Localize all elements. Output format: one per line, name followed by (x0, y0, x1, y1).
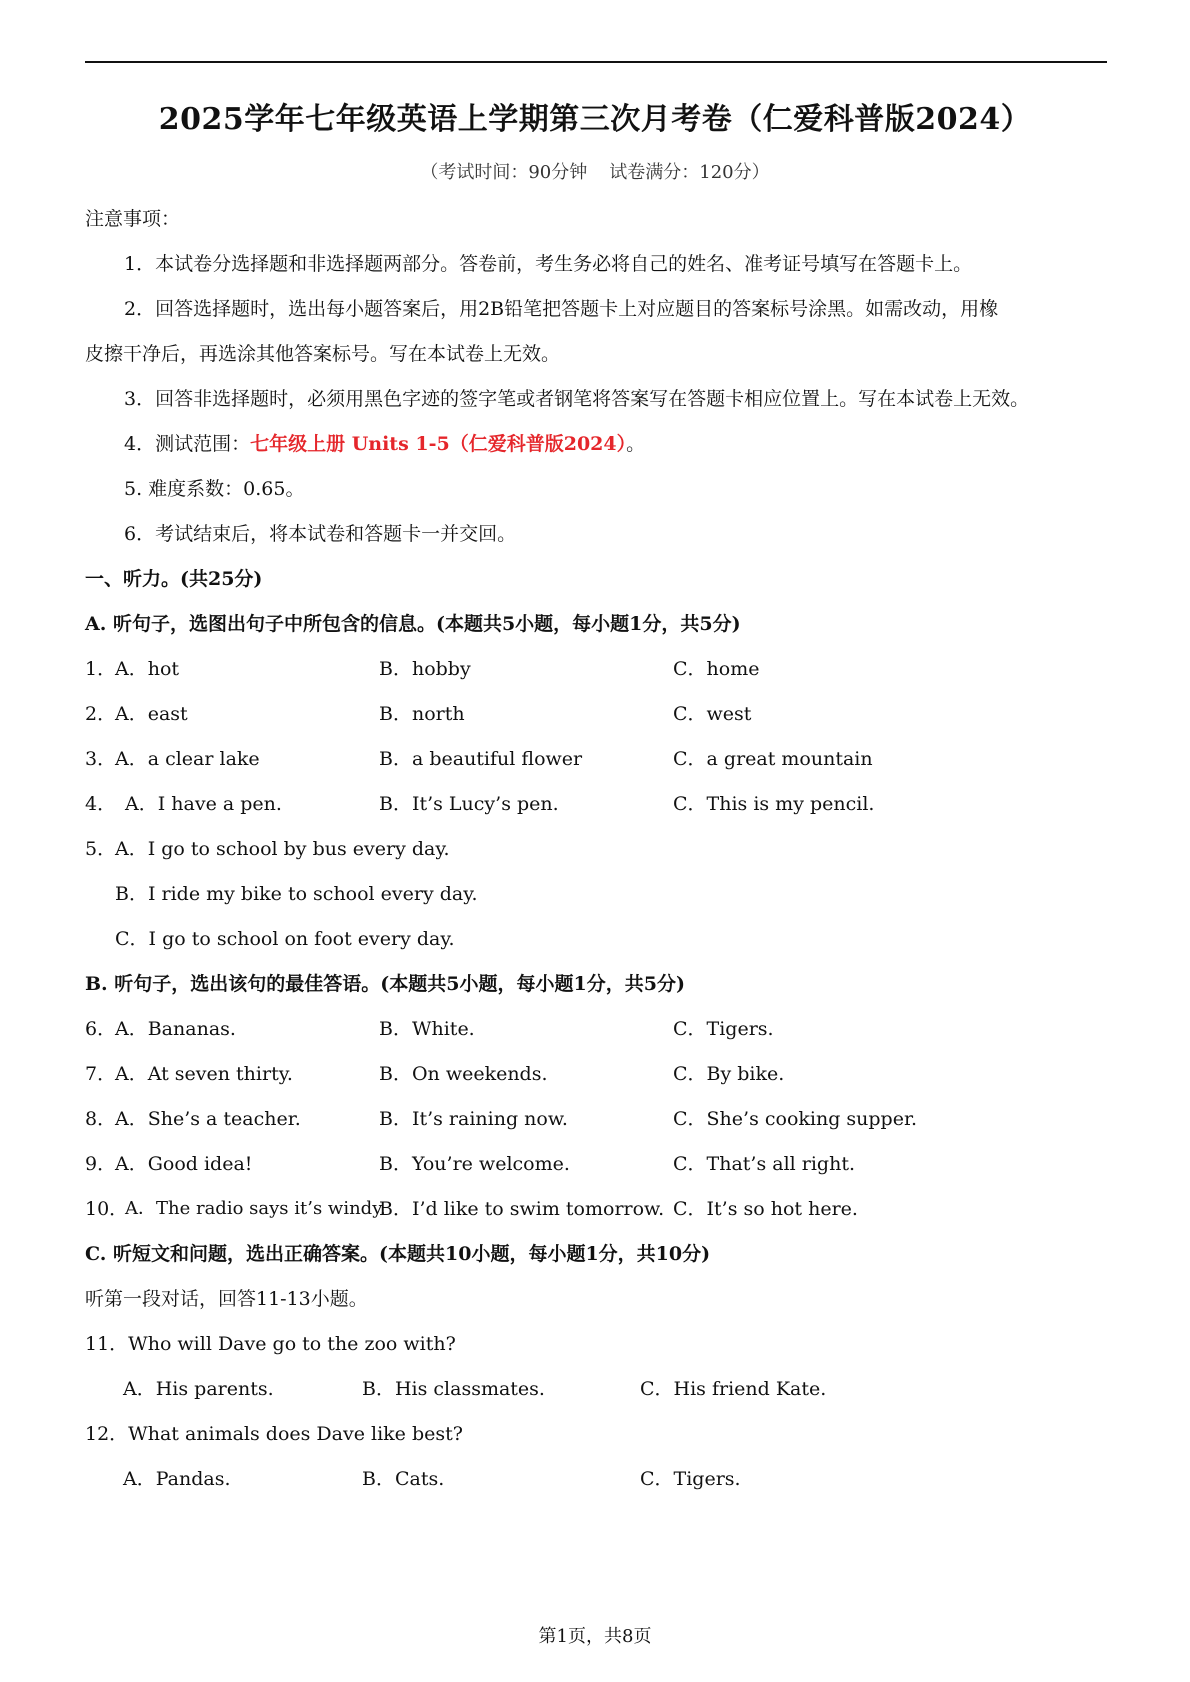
notice-item-2-line-2: 皮擦干净后，再选涂其他答案标号。写在本试卷上无效。 (85, 343, 561, 365)
exam-subtitle (0, 158, 1190, 184)
option-a: A．hot (115, 658, 180, 680)
option-a: A．Bananas. (115, 1018, 236, 1040)
option-b: B．White. (379, 1018, 475, 1040)
option-b: B．It’s Lucy’s pen. (379, 793, 559, 815)
option-b: B．You’re welcome. (379, 1153, 570, 1175)
top-divider (85, 61, 1107, 63)
option-c: C．Tigers. (640, 1468, 741, 1490)
option-a: A．She’s a teacher. (115, 1108, 301, 1130)
notice-item-4-suffix: 。 (626, 433, 646, 455)
notice-item-2-line-1: 2．回答选择题时，选出每小题答案后，用2B铅笔把答题卡上对应题目的答案标号涂黑。如需改动，用橡 (124, 298, 999, 320)
option-a: A．I go to school by bus every day. (115, 838, 450, 860)
option-b: B．I ride my bike to school every day. (115, 883, 478, 905)
option-c: C．It’s so hot here. (673, 1198, 858, 1220)
option-b: B．Cats. (362, 1468, 445, 1490)
part-c-intro: 听第一段对话，回答11-13小题。 (85, 1288, 368, 1310)
option-c: C．She’s cooking supper. (673, 1108, 918, 1130)
option-a: A．The radio says it’s windy. (125, 1198, 386, 1219)
notice-item-4 (124, 431, 645, 457)
option-c: C．home (673, 658, 760, 680)
question-number: 6． (85, 1018, 117, 1040)
option-a: A．a clear lake (115, 748, 260, 770)
notice-item-4-prefix: 4．测试范围： (124, 433, 251, 455)
notice-item-5: 5. 难度系数：0.65。 (124, 478, 305, 500)
option-c: C．west (673, 703, 752, 725)
question-stem: 11．Who will Dave go to the zoo with? (85, 1333, 456, 1355)
exam-score: 试卷满分：120分） (609, 162, 770, 183)
question-number: 9． (85, 1153, 117, 1175)
option-c: C．This is my pencil. (673, 793, 875, 815)
exam-time: （考试时间：90分钟 (420, 162, 588, 183)
option-b: B．On weekends. (379, 1063, 548, 1085)
option-b: B．north (379, 703, 465, 725)
question-number: 2． (85, 703, 117, 725)
question-stem: 12．What animals does Dave like best? (85, 1423, 463, 1445)
option-a: A．At seven thirty. (115, 1063, 293, 1085)
question-number: 4． (85, 793, 117, 815)
question-number: 10． (85, 1198, 129, 1220)
option-a: A．Pandas. (123, 1468, 231, 1490)
question-number: 8． (85, 1108, 117, 1130)
option-a: A．Good idea! (115, 1153, 253, 1175)
question-number: 1． (85, 658, 117, 680)
exam-title: 2025学年七年级英语上学期第三次月考卷（仁爱科普版2024） (158, 102, 1032, 137)
section-1-heading: 一、听力。(共25分) (85, 568, 263, 590)
option-c: C．a great mountain (673, 748, 873, 770)
option-c: C．I go to school on foot every day. (115, 928, 455, 950)
option-a: A．I have a pen. (125, 793, 282, 815)
question-number: 7． (85, 1063, 117, 1085)
notice-item-6: 6．考试结束后，将本试卷和答题卡一并交回。 (124, 523, 517, 545)
option-b: B．a beautiful flower (379, 748, 583, 770)
option-a: A．His parents. (123, 1378, 274, 1400)
option-b: B．It’s raining now. (379, 1108, 568, 1130)
option-c: C．Tigers. (673, 1018, 774, 1040)
option-a: A．east (115, 703, 188, 725)
option-b: B．His classmates. (362, 1378, 545, 1400)
option-c: C．That’s all right. (673, 1153, 855, 1175)
part-a-heading: A. 听句子，选图出句子中所包含的信息。(本题共5小题，每小题1分，共5分) (85, 613, 741, 635)
notice-heading: 注意事项： (85, 208, 181, 230)
option-b: B．hobby (379, 658, 471, 680)
notice-item-1: 1．本试卷分选择题和非选择题两部分。答卷前，考生务必将自己的姓名、准考证号填写在答题卡上。 (124, 253, 973, 275)
option-c: C．By bike. (673, 1063, 785, 1085)
part-b-heading: B. 听句子，选出该句的最佳答语。(本题共5小题，每小题1分，共5分) (85, 973, 685, 995)
notice-item-3: 3．回答非选择题时，必须用黑色字迹的签字笔或者钢笔将答案写在答题卡相应位置上。写在本试卷上无效。 (124, 388, 1030, 410)
question-number: 5． (85, 838, 117, 860)
question-number: 3． (85, 748, 117, 770)
notice-item-4-scope: 七年级上册 Units 1-5（仁爱科普版2024） (250, 433, 627, 455)
part-c-heading: C. 听短文和问题，选出正确答案。(本题共10小题，每小题1分，共10分) (85, 1243, 711, 1265)
option-b: B．I’d like to swim tomorrow. (379, 1198, 665, 1220)
page-number: 第1页，共8页 (538, 1626, 652, 1647)
option-c: C．His friend Kate. (640, 1378, 827, 1400)
